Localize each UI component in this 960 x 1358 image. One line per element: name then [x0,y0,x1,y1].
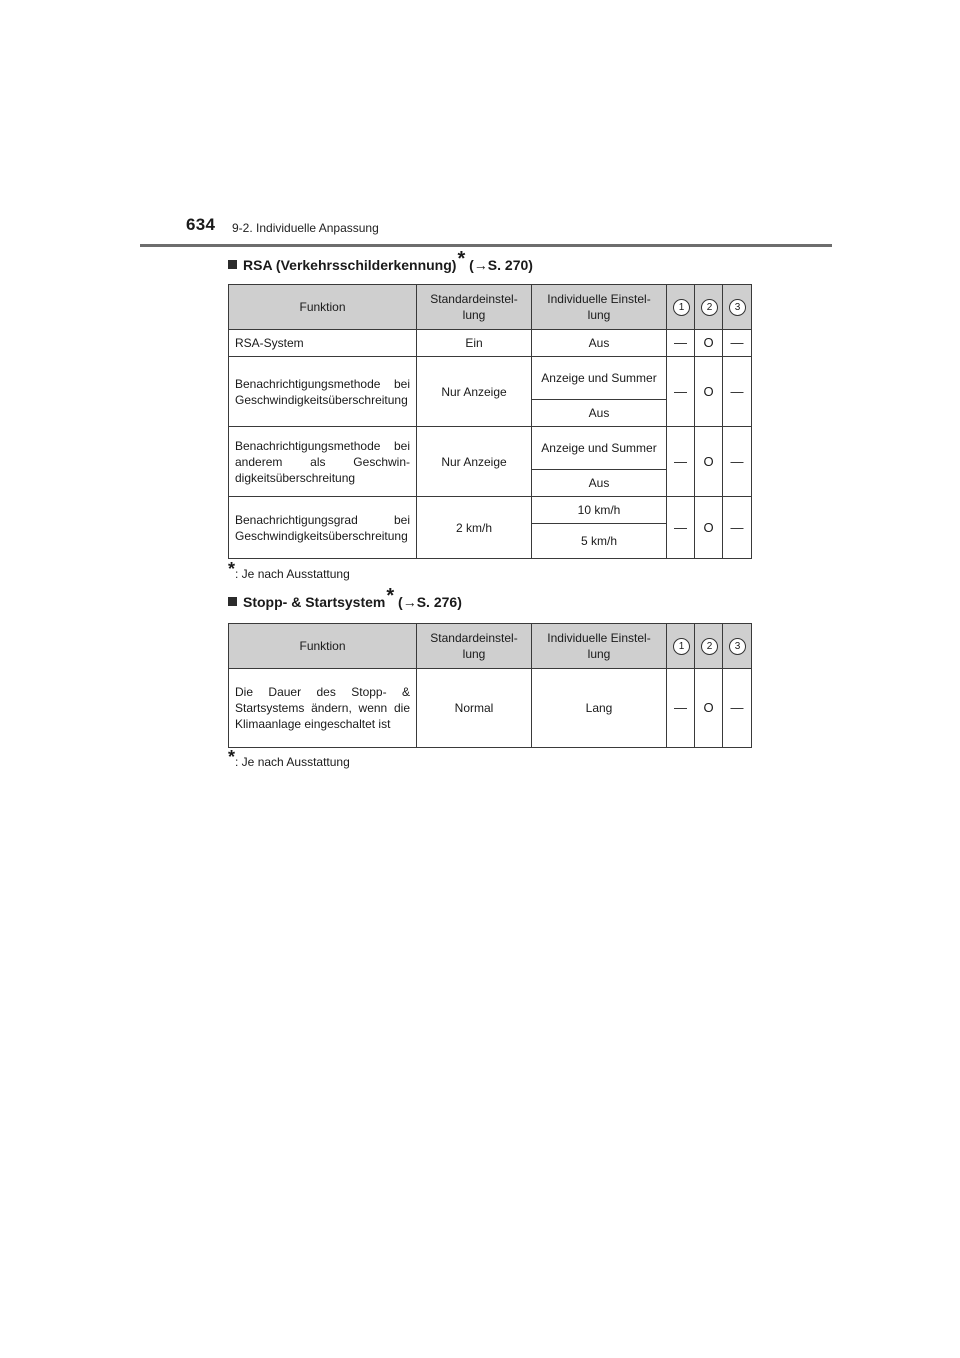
default-cell: Normal [417,669,532,748]
column-header-custom: Individuelle Einstel- lung [532,624,667,669]
column-header-marker-1 [667,624,695,669]
footnote-rsa [228,559,350,581]
function-cell: Benachrichtigungsmethode bei Geschwindigkeitsüberschreitung [229,357,417,427]
option-cell: Anzeige und Summer [532,357,667,400]
marker-3-cell: — [723,669,752,748]
marker-3-cell: — [723,497,752,559]
option-cell: 10 km/h [532,497,667,524]
section-heading-stopstart: Stopp- & Startsystem* (→S. 276) [228,594,462,610]
marker-3-cell: — [723,330,752,357]
section-path: 9-2. Individuelle Anpassung [232,221,379,235]
marker-1-cell: — [667,427,695,497]
circled-number-1-icon: 1 [673,299,690,316]
marker-2-cell: O [695,669,723,748]
reference-arrow: → [402,594,417,610]
table-row [229,669,752,748]
footnote-text: : Je nach Ausstattung [235,567,350,581]
circled-number-2-icon: 2 [701,638,718,655]
option-cell: 5 km/h [532,524,667,559]
page-reference: S. 276 [416,594,458,610]
square-bullet-icon [228,597,237,606]
column-header-function: Funktion [229,285,417,330]
column-header-function: Funktion [229,624,417,669]
option-cell: Aus [532,400,667,427]
asterisk-icon: * [457,248,466,270]
asterisk-icon: * [228,747,236,767]
option-cell: Aus [532,330,667,357]
column-header-custom: Individuelle Einstel- lung [532,285,667,330]
square-bullet-icon [228,260,237,269]
default-cell: Nur Anzeige [417,357,532,427]
asterisk-icon: * [386,585,395,607]
option-cell: Lang [532,669,667,748]
marker-3-cell: — [723,357,752,427]
header-rule [140,244,832,247]
section-title: Stopp- & Startsystem [243,594,386,610]
page-reference: S. 270 [487,257,529,273]
page-number: 634 [186,215,216,234]
circled-number-1-icon: 1 [673,638,690,655]
column-header-default: Standardeinstel- lung [417,624,532,669]
marker-1-cell: — [667,330,695,357]
function-cell: Benachrichtigungsmethode bei anderem als Geschwindigkeitsüberschreitung [229,427,417,497]
reference-arrow: → [473,257,488,273]
stopstart-settings-table [228,623,752,748]
table-header-row [229,285,752,330]
default-cell: 2 km/h [417,497,532,559]
marker-2-cell: O [695,330,723,357]
marker-2-cell: O [695,427,723,497]
circled-number-3-icon: 3 [729,638,746,655]
column-header-marker-1 [667,285,695,330]
marker-1-cell: — [667,669,695,748]
option-cell: Anzeige und Summer [532,427,667,470]
footnote-text: : Je nach Ausstattung [235,755,350,769]
footnote-stopstart [228,747,350,769]
column-header-marker-3 [723,285,752,330]
circled-number-3-icon: 3 [729,299,746,316]
table-row [229,357,752,400]
table-row [229,330,752,357]
marker-2-cell: O [695,497,723,559]
default-cell: Ein [417,330,532,357]
marker-1-cell: — [667,357,695,427]
circled-number-2-icon: 2 [701,299,718,316]
column-header-marker-2 [695,624,723,669]
marker-3-cell: — [723,427,752,497]
section-heading-rsa: RSA (Verkehrsschilderkennung)* (→S. 270) [228,257,533,273]
column-header-marker-3 [723,624,752,669]
function-cell: Die Dauer des Stopp- & Startsystems ändern, wenn die Klimaanlage eingeschaltet ist [229,669,417,748]
default-cell: Nur Anzeige [417,427,532,497]
marker-1-cell: — [667,497,695,559]
table-header-row [229,624,752,669]
asterisk-icon: * [228,559,236,579]
table-row [229,427,752,470]
table-row [229,497,752,524]
function-cell: RSA-System [229,330,417,357]
marker-2-cell: O [695,357,723,427]
column-header-default: Standardeinstel- lung [417,285,532,330]
option-cell: Aus [532,470,667,497]
rsa-settings-table [228,284,752,559]
column-header-marker-2 [695,285,723,330]
function-cell: Benachrichtigungsgrad bei Geschwindigkeitsüberschreitung [229,497,417,559]
section-title: RSA (Verkehrsschilderkennung) [243,257,457,273]
